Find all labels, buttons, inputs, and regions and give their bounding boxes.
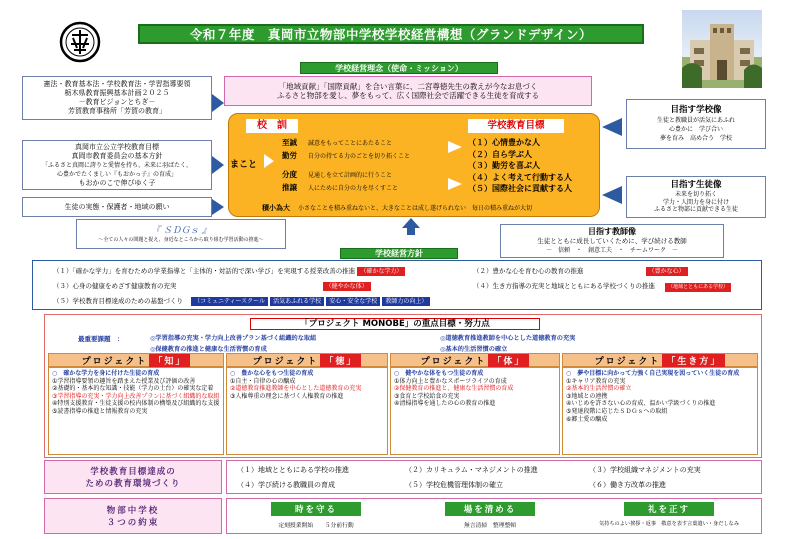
bracket-arrow-icon — [264, 154, 274, 168]
promises-label — [44, 498, 222, 534]
teacher-image-line: － 信頼 ・ 創意工夫 ・ チームワーク － — [545, 247, 678, 254]
project-item: ④清掃指導を通したの心の教育の推進 — [394, 400, 496, 408]
mission-line: 「地域貢献」「国際貢献」を合い言葉に、二宮尊徳先生の教えが今なお息づく — [278, 82, 538, 91]
environment-item: （３）学校組織マネジメントの充実 — [589, 466, 701, 474]
goal-item: （２）自ら学ぶ人 — [468, 149, 532, 159]
project-item: ①学習指導要領の趣旨を踏まえた授業及び評価の改善 — [52, 377, 196, 385]
sekisho-title: 積小為大 — [262, 204, 290, 212]
school-image-line: 心豊かに 学び合い — [668, 126, 723, 133]
school-emblem-icon — [58, 20, 102, 64]
project-toku — [226, 367, 388, 455]
promise-title: 時を守る — [271, 502, 361, 516]
arrow-left-icon — [602, 118, 622, 136]
project-item: ⑥郷土愛の醸成 — [566, 415, 608, 423]
promises-label-line: ３つの約束 — [106, 518, 160, 528]
student-image-box — [626, 176, 766, 218]
promise-item — [579, 502, 759, 527]
promise-title: 場を清める — [445, 502, 535, 516]
promise-item — [405, 502, 575, 529]
project-item: ⑤読書指導の推進と情報教育の充実 — [52, 407, 148, 415]
mission-box — [224, 76, 592, 106]
project-item: ①キャリア教育の充実 — [566, 377, 626, 385]
project-chi — [48, 367, 224, 455]
policy-box — [32, 260, 762, 310]
environment-label-line: ための教育環境づくり — [85, 479, 181, 489]
policy-item: （２）豊かな心を育む心の教育の推進 （豊かな心） — [473, 266, 688, 276]
policy-tag: 教師力の向上） — [382, 297, 430, 306]
priority-label: 最重要課題 ： — [78, 335, 124, 343]
project-item: ③地域との連携 — [566, 392, 608, 400]
sdgs-title: 『 ＳＤＧｓ 』 — [151, 225, 211, 236]
project-heading: ○ 夢や目標に向かって力強く自己実現を図っていく生徒の育成 — [566, 370, 740, 377]
student-image-line: 学力・人間力を身に付け — [662, 198, 729, 206]
project-item: ②基礎的・基本的な知識・技能（学力の土台）の確実な定着 — [52, 385, 214, 393]
laws-line: 栃木県教育振興基本計画２０２５ — [64, 89, 170, 97]
promise-text: 定刻授業開始 ５分前行動 — [278, 523, 354, 529]
sdgs-subtitle: ～全ての人々の問題と捉え、身近なところから取り組む学習活動の推進～ — [98, 236, 264, 243]
mission-label: 学校経営理念（使命・ミッション） — [300, 62, 498, 74]
makoto-label: まこと — [230, 160, 258, 170]
project-item: ②道徳教育推進教師を中心とした道徳教育の充実 — [230, 385, 362, 393]
kokun-list — [282, 136, 472, 194]
policy-item: （３）心身の健康をめざす健康教育の充実 （健やかな体） — [53, 281, 371, 291]
goals-list — [468, 137, 572, 195]
city-policy-box — [22, 140, 212, 190]
policy-tag: （地域とともにある学校） — [665, 283, 731, 292]
school-image-title: 目指す学校像 — [670, 105, 722, 115]
arrow-right-icon — [212, 94, 224, 112]
goal-item: （１）心情豊かな人 — [468, 138, 540, 147]
project-item: ②保健教育の推進と、健康な生活習慣の育成 — [394, 385, 514, 393]
arrow-right-icon — [212, 156, 224, 174]
laws-line: 芳賀教育事務所「芳賀の教育」 — [68, 107, 166, 115]
policy-item: （４）生き方指導の充実と地域とともにある学校づくりの推進 （地域とともにある学校） — [473, 281, 731, 292]
priority-item: ◎学習指導の充実・学力向上改善プラン基づく組織的な取組 — [150, 335, 317, 342]
teacher-image-line: 生徒とともに成長していくために、学び続ける教師 — [537, 237, 687, 245]
environment-label — [44, 460, 222, 494]
project-heading: ○ 確かな学力を身に付けた生徒の育成 — [52, 370, 160, 377]
project-heading: ○ 健やかな体をもつ生徒の育成 — [394, 370, 484, 377]
project-chi-title: プロジェクト 「知」 — [48, 353, 224, 367]
school-image-line: 生徒と教職員が活気にあふれ — [656, 117, 735, 124]
environment-item: （１）地域とともにある学校の推進 — [237, 466, 349, 474]
mission-line: ふるさと物部を愛し、夢をもって、広く国際社会で活躍できる生徒を育成する — [276, 91, 540, 100]
policy-tag: 安心・安全な学校 — [326, 297, 380, 306]
project-ikikata — [562, 367, 758, 455]
city-line: 真岡市立公立学校教育目標 — [75, 142, 159, 151]
kokun-item: 分度 見通しを立て計画的に行うこと — [282, 170, 393, 179]
city-line: 心豊かでたくましい『もおかっ子』の育成」 — [56, 170, 177, 178]
laws-line: －教育ビジョンとちぎ－ — [78, 98, 156, 106]
environment-box — [226, 460, 762, 494]
promise-text: 気持ちのよい挨拶・返事 敬意を表す言葉遣い・身だしなみ — [598, 521, 740, 527]
city-line: 「ふるさと真岡に誇りと愛情を持ち、未来に羽ばたく、 — [42, 161, 192, 169]
policy-tag: （コミュニティースクール — [191, 297, 268, 306]
promises-label-line: 物部中学校 — [106, 506, 160, 516]
project-item: ①自主・自律の心の醸成 — [230, 377, 296, 385]
project-item: ③人権尊重の理念に基づく人権教育の推進 — [230, 392, 344, 400]
policy-tag: （確かな学力） — [357, 267, 405, 276]
environment-item: （６）働き方改革の推進 — [589, 481, 666, 489]
page-title: 令和７年度 真岡市立物部中学校学校経営構想（グランドデザイン） — [138, 24, 644, 44]
promise-text: 無言清掃 整理整頓 — [463, 523, 517, 529]
project-header: 「プロジェクト MONOBE」の重点目標・努力点 — [250, 318, 540, 330]
project-tai — [390, 367, 560, 455]
kokun-title: 校 訓 — [246, 119, 298, 133]
project-item: ③食育と学校給食の充実 — [394, 392, 460, 400]
project-item: ④特別支援教育・生徒支援の校内体制の構築及び組織的な支援 — [52, 400, 220, 408]
project-heading: ○ 豊かな心をもつ生徒の育成 — [230, 370, 314, 377]
laws-line: 憲法・教育基本法・学校教育法・学習指導要領 — [43, 80, 191, 88]
kokun-item: 至誠 誠意をもってことにあたること — [282, 138, 393, 147]
project-toku-title: プロジェクト 「徳」 — [226, 353, 388, 367]
priority-list — [150, 333, 710, 353]
city-line: 真岡市教育委員会の基本方針 — [71, 151, 163, 160]
city-line: もおかのこで伸びゆく子 — [78, 178, 156, 187]
project-item: ③学習指導の充実・学力向上改善プランに基づく組織的な取組 — [52, 392, 220, 400]
goal-item: （３）勤労を喜ぶ人 — [468, 161, 540, 170]
arrow-stem — [407, 227, 415, 235]
project-tai-title: プロジェクト 「体」 — [390, 353, 560, 367]
priority-item: ◎道徳教育推進教師を中心とした道徳教育の充実 — [440, 335, 576, 342]
project-ikikata-title: プロジェクト 「生き方」 — [562, 353, 758, 367]
environment-label-line: 学校教育目標達成の — [90, 467, 176, 477]
arrow-right-icon — [212, 199, 224, 215]
arrow-right-icon — [448, 178, 462, 190]
policy-tag: （健やかな体） — [323, 282, 371, 291]
environment-item: （５）学校危機管理体制の確立 — [405, 481, 503, 489]
goal-item: （５）国際社会に貢献する人 — [468, 184, 572, 193]
student-image-line: ふるさと物部に貢献できる生徒 — [653, 206, 738, 214]
school-photo — [682, 10, 762, 88]
project-item: ⑤発達段階に応じたＳＤＧｓへの取組 — [566, 407, 668, 415]
teacher-image-title: 目指す教師像 — [588, 227, 636, 236]
project-item: ②基本的生活習慣の確立 — [566, 385, 632, 393]
promise-title: 礼を正す — [624, 502, 714, 516]
kokun-item: 勤労 自分の持てる力のごとを切り拓くこと — [282, 151, 411, 160]
teacher-image-box — [500, 224, 724, 258]
arrow-left-icon — [602, 186, 622, 204]
wishes-box — [22, 197, 212, 217]
policy-tag: （豊かな心） — [646, 267, 688, 276]
student-image-line: 未来を切り拓く — [674, 191, 717, 199]
promises-box — [226, 498, 762, 534]
wishes-text: 生徒の実態・保護者・地域の願い — [64, 203, 170, 211]
priority-item: ◎保健教育の推進と健康な生活習慣の育成 — [150, 346, 267, 353]
policy-item: （５）学校教育目標達成のための基盤づくり （コミュニティースクール 活気あふれる学校 安心・安全な学校 教師力の向上） — [53, 296, 430, 306]
sdgs-box — [76, 219, 286, 249]
policy-label: 学校経営方針 — [340, 248, 458, 259]
priority-item: ◎基本的生活習慣の確立 — [440, 346, 508, 353]
student-image-title: 目指す生徒像 — [670, 180, 722, 191]
school-image-box — [626, 99, 766, 149]
goal-item: （４）よく考えて行動する人 — [468, 172, 572, 182]
laws-box — [22, 76, 212, 120]
arrow-right-icon — [448, 141, 462, 153]
goals-title: 学校教育目標 — [468, 119, 564, 133]
school-image-line: 夢を育み 高め合う 学校 — [659, 135, 732, 142]
policy-tag: 活気あふれる学校 — [270, 297, 324, 306]
environment-item: （４）学び続ける教職員の育成 — [237, 481, 335, 489]
project-item: ④いじめを許さない心の育成、温かい学級づくりの推進 — [566, 400, 716, 408]
policy-item: （１）「確かな学力」を育むための学業指導と「主体的・対話的で深い学び」を実現する授業改善の推進 （確かな学力） — [53, 266, 405, 276]
sekisho — [262, 203, 532, 213]
project-item: ①体力向上と豊かなスポーツライフの育成 — [394, 377, 507, 385]
kokun-item: 推譲 人にために自分の力を尽くすこと — [282, 183, 399, 192]
environment-item: （２）カリキュラム・マネジメントの推進 — [405, 466, 538, 474]
promise-item — [231, 502, 401, 529]
sekisho-text: 小さなことを積み重ねないと、大きなことは成し遂げられない 毎日の積み重ねが大切 — [298, 205, 533, 212]
